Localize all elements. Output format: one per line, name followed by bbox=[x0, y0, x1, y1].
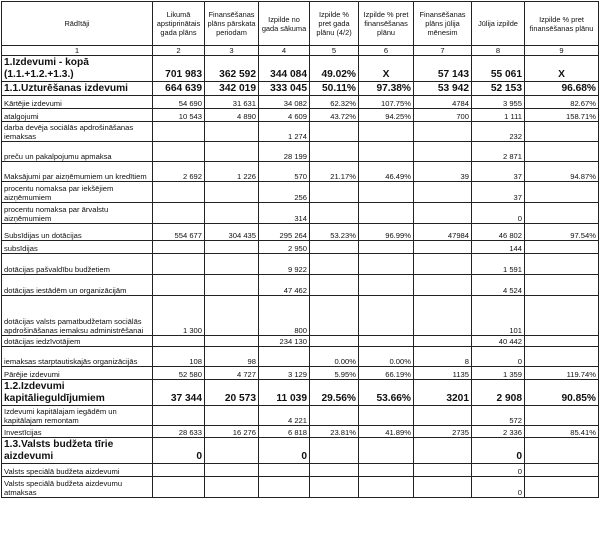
cell-pct-plan: 107.75% bbox=[359, 96, 414, 109]
cell-july-pct bbox=[525, 296, 599, 336]
cell-pct-plan: 41.89% bbox=[359, 426, 414, 438]
cell-period-plan: 342 019 bbox=[205, 82, 259, 96]
cell-pct-annual: 53.23% bbox=[310, 224, 359, 241]
cell-july-pct bbox=[525, 203, 599, 224]
cell-july-execution: 0 bbox=[472, 203, 525, 224]
table-row bbox=[2, 296, 599, 336]
cell-pct-annual: 49.02% bbox=[310, 56, 359, 82]
cell-pct-plan bbox=[359, 254, 414, 275]
cell-july-plan: 53 942 bbox=[414, 82, 472, 96]
row-label: 1.2.Izdevumi kapitālieguldījumiem bbox=[2, 380, 153, 406]
cell-period-plan: 4 890 bbox=[205, 109, 259, 122]
cell-period-plan: 304 435 bbox=[205, 224, 259, 241]
cell-july-execution: 52 153 bbox=[472, 82, 525, 96]
cell-pct-annual: 29.56% bbox=[310, 380, 359, 406]
cell-pct-plan: 0.00% bbox=[359, 347, 414, 367]
row-label: atalgojumi bbox=[2, 109, 153, 122]
table-row bbox=[2, 254, 599, 275]
cell-ytd-execution: 11 039 bbox=[259, 380, 310, 406]
column-number: 6 bbox=[359, 46, 414, 56]
column-header: Finansēšanas plāns pārskata periodam bbox=[205, 2, 259, 46]
column-header: Izpilde % pret finansēšanas plānu bbox=[359, 2, 414, 46]
cell-july-pct: 85.41% bbox=[525, 426, 599, 438]
cell-july-pct bbox=[525, 464, 599, 477]
cell-annual-plan bbox=[153, 122, 205, 142]
cell-july-pct bbox=[525, 438, 599, 464]
cell-annual-plan: 554 677 bbox=[153, 224, 205, 241]
cell-july-pct: 82.67% bbox=[525, 96, 599, 109]
cell-annual-plan bbox=[153, 203, 205, 224]
row-label: procentu nomaksa par iekšējiem aizņēmumiem bbox=[2, 182, 153, 203]
cell-annual-plan bbox=[153, 464, 205, 477]
cell-july-plan: 4784 bbox=[414, 96, 472, 109]
cell-ytd-execution: 314 bbox=[259, 203, 310, 224]
table-row bbox=[2, 380, 599, 406]
cell-pct-annual bbox=[310, 241, 359, 254]
cell-period-plan bbox=[205, 122, 259, 142]
cell-pct-annual bbox=[310, 275, 359, 296]
column-number: 5 bbox=[310, 46, 359, 56]
column-number: 7 bbox=[414, 46, 472, 56]
table-row bbox=[2, 182, 599, 203]
cell-period-plan bbox=[205, 438, 259, 464]
cell-pct-plan bbox=[359, 142, 414, 162]
cell-period-plan bbox=[205, 142, 259, 162]
cell-pct-plan bbox=[359, 406, 414, 426]
cell-july-plan bbox=[414, 122, 472, 142]
table-row bbox=[2, 426, 599, 438]
cell-period-plan bbox=[205, 464, 259, 477]
column-header: Izpilde no gada sākuma bbox=[259, 2, 310, 46]
cell-annual-plan: 0 bbox=[153, 438, 205, 464]
table-row bbox=[2, 477, 599, 498]
row-label: procentu nomaksa par ārvalstu aizņēmumiem bbox=[2, 203, 153, 224]
table-row bbox=[2, 347, 599, 367]
row-label: subsīdijas bbox=[2, 241, 153, 254]
cell-period-plan: 20 573 bbox=[205, 380, 259, 406]
cell-july-plan bbox=[414, 275, 472, 296]
table-row bbox=[2, 464, 599, 477]
row-label: dotācijas iestādēm un organizācijām bbox=[2, 275, 153, 296]
cell-ytd-execution: 570 bbox=[259, 162, 310, 182]
cell-annual-plan bbox=[153, 336, 205, 347]
cell-pct-annual bbox=[310, 477, 359, 498]
cell-july-execution: 1 591 bbox=[472, 254, 525, 275]
cell-pct-annual bbox=[310, 406, 359, 426]
cell-july-pct bbox=[525, 347, 599, 367]
cell-pct-plan bbox=[359, 477, 414, 498]
cell-pct-plan: 66.19% bbox=[359, 367, 414, 380]
cell-july-plan: 57 143 bbox=[414, 56, 472, 82]
cell-period-plan bbox=[205, 241, 259, 254]
cell-period-plan: 98 bbox=[205, 347, 259, 367]
budget-execution-table bbox=[1, 1, 599, 498]
cell-period-plan: 1 226 bbox=[205, 162, 259, 182]
cell-pct-annual: 43.72% bbox=[310, 109, 359, 122]
cell-annual-plan bbox=[153, 477, 205, 498]
table-row bbox=[2, 203, 599, 224]
cell-annual-plan: 37 344 bbox=[153, 380, 205, 406]
table-row bbox=[2, 96, 599, 109]
cell-pct-annual: 5.95% bbox=[310, 367, 359, 380]
cell-annual-plan bbox=[153, 182, 205, 203]
cell-july-plan bbox=[414, 182, 472, 203]
cell-july-plan: 2735 bbox=[414, 426, 472, 438]
cell-july-pct: 90.85% bbox=[525, 380, 599, 406]
cell-july-plan: 47984 bbox=[414, 224, 472, 241]
cell-july-pct bbox=[525, 275, 599, 296]
column-header: Jūlija izpilde bbox=[472, 2, 525, 46]
table-row bbox=[2, 109, 599, 122]
cell-pct-plan bbox=[359, 438, 414, 464]
cell-pct-plan bbox=[359, 336, 414, 347]
cell-annual-plan: 10 543 bbox=[153, 109, 205, 122]
cell-ytd-execution: 333 045 bbox=[259, 82, 310, 96]
cell-july-execution: 0 bbox=[472, 438, 525, 464]
cell-pct-annual bbox=[310, 464, 359, 477]
cell-july-pct bbox=[525, 406, 599, 426]
row-label: preču un pakalpojumu apmaksa bbox=[2, 142, 153, 162]
column-header: Finansēšanas plāns jūlija mēnesim bbox=[414, 2, 472, 46]
row-label: iemaksas starptautiskajās organizācijās bbox=[2, 347, 153, 367]
cell-annual-plan bbox=[153, 275, 205, 296]
cell-july-plan bbox=[414, 241, 472, 254]
cell-period-plan: 16 276 bbox=[205, 426, 259, 438]
cell-ytd-execution: 256 bbox=[259, 182, 310, 203]
cell-annual-plan: 54 690 bbox=[153, 96, 205, 109]
cell-july-pct bbox=[525, 241, 599, 254]
cell-pct-plan bbox=[359, 275, 414, 296]
table-row bbox=[2, 241, 599, 254]
cell-pct-plan bbox=[359, 203, 414, 224]
cell-july-execution: 2 871 bbox=[472, 142, 525, 162]
cell-pct-plan bbox=[359, 241, 414, 254]
row-label: Izdevumi kapitālajam iegādēm un kapitālajam remontam bbox=[2, 406, 153, 426]
cell-annual-plan bbox=[153, 142, 205, 162]
cell-annual-plan: 2 692 bbox=[153, 162, 205, 182]
cell-pct-plan: 96.99% bbox=[359, 224, 414, 241]
table-row bbox=[2, 122, 599, 142]
cell-period-plan: 362 592 bbox=[205, 56, 259, 82]
cell-july-execution: 4 524 bbox=[472, 275, 525, 296]
cell-pct-plan bbox=[359, 296, 414, 336]
table-row bbox=[2, 142, 599, 162]
cell-pct-annual bbox=[310, 182, 359, 203]
column-number: 1 bbox=[2, 46, 153, 56]
cell-ytd-execution: 2 950 bbox=[259, 241, 310, 254]
table-row bbox=[2, 56, 599, 82]
cell-annual-plan: 664 639 bbox=[153, 82, 205, 96]
cell-pct-annual: 23.81% bbox=[310, 426, 359, 438]
cell-july-execution: 144 bbox=[472, 241, 525, 254]
cell-ytd-execution: 295 264 bbox=[259, 224, 310, 241]
cell-july-plan: 700 bbox=[414, 109, 472, 122]
cell-ytd-execution: 47 462 bbox=[259, 275, 310, 296]
cell-ytd-execution: 4 609 bbox=[259, 109, 310, 122]
table-row bbox=[2, 336, 599, 347]
cell-pct-annual bbox=[310, 438, 359, 464]
cell-july-pct bbox=[525, 122, 599, 142]
row-label: Investīcijas bbox=[2, 426, 153, 438]
cell-ytd-execution: 6 818 bbox=[259, 426, 310, 438]
column-number: 4 bbox=[259, 46, 310, 56]
cell-annual-plan: 28 633 bbox=[153, 426, 205, 438]
cell-july-pct: X bbox=[525, 56, 599, 82]
cell-july-plan bbox=[414, 336, 472, 347]
cell-july-execution: 46 802 bbox=[472, 224, 525, 241]
cell-july-execution: 1 359 bbox=[472, 367, 525, 380]
cell-july-plan bbox=[414, 438, 472, 464]
cell-pct-annual bbox=[310, 122, 359, 142]
cell-period-plan bbox=[205, 406, 259, 426]
cell-july-plan: 3201 bbox=[414, 380, 472, 406]
column-number-row bbox=[2, 46, 599, 56]
cell-july-plan bbox=[414, 254, 472, 275]
cell-annual-plan: 108 bbox=[153, 347, 205, 367]
cell-july-execution: 572 bbox=[472, 406, 525, 426]
cell-annual-plan: 701 983 bbox=[153, 56, 205, 82]
cell-pct-annual bbox=[310, 296, 359, 336]
cell-pct-plan: 97.38% bbox=[359, 82, 414, 96]
cell-july-execution: 0 bbox=[472, 477, 525, 498]
cell-july-execution: 1 111 bbox=[472, 109, 525, 122]
cell-ytd-execution: 28 199 bbox=[259, 142, 310, 162]
column-header: Likumā apstiprinātais gada plāns bbox=[153, 2, 205, 46]
column-header: Izpilde % pret finansēšanas plānu bbox=[525, 2, 599, 46]
cell-july-pct bbox=[525, 477, 599, 498]
cell-ytd-execution: 34 082 bbox=[259, 96, 310, 109]
column-header: Rādītāji bbox=[2, 2, 153, 46]
cell-period-plan bbox=[205, 182, 259, 203]
cell-july-execution: 0 bbox=[472, 347, 525, 367]
cell-july-execution: 3 955 bbox=[472, 96, 525, 109]
column-number: 2 bbox=[153, 46, 205, 56]
cell-period-plan bbox=[205, 275, 259, 296]
table-row bbox=[2, 438, 599, 464]
row-label: 1.1.Uzturēšanas izdevumi bbox=[2, 82, 153, 96]
cell-period-plan: 31 631 bbox=[205, 96, 259, 109]
cell-annual-plan bbox=[153, 254, 205, 275]
cell-pct-plan: 46.49% bbox=[359, 162, 414, 182]
row-label: Maksājumi par aizņēmumiem un kredītiem bbox=[2, 162, 153, 182]
cell-july-plan bbox=[414, 296, 472, 336]
cell-ytd-execution: 234 130 bbox=[259, 336, 310, 347]
cell-period-plan bbox=[205, 477, 259, 498]
cell-july-plan: 1135 bbox=[414, 367, 472, 380]
cell-july-execution: 101 bbox=[472, 296, 525, 336]
cell-ytd-execution bbox=[259, 347, 310, 367]
cell-july-plan: 39 bbox=[414, 162, 472, 182]
cell-period-plan bbox=[205, 336, 259, 347]
row-label: dotācijas valsts pamatbudžetam sociālās apdrošināšanas iemaksu administrēšanai bbox=[2, 296, 153, 336]
cell-ytd-execution: 3 129 bbox=[259, 367, 310, 380]
cell-annual-plan: 52 580 bbox=[153, 367, 205, 380]
cell-july-execution: 2 336 bbox=[472, 426, 525, 438]
row-label: 1.3.Valsts budžeta tīrie aizdevumi bbox=[2, 438, 153, 464]
cell-period-plan bbox=[205, 203, 259, 224]
cell-ytd-execution bbox=[259, 464, 310, 477]
cell-july-plan bbox=[414, 477, 472, 498]
row-label: 1.Izdevumi - kopā (1.1.+1.2.+1.3.) bbox=[2, 56, 153, 82]
cell-pct-annual bbox=[310, 254, 359, 275]
cell-july-pct: 94.87% bbox=[525, 162, 599, 182]
cell-ytd-execution: 9 922 bbox=[259, 254, 310, 275]
cell-pct-plan bbox=[359, 464, 414, 477]
column-header: Izpilde % pret gada plānu (4/2) bbox=[310, 2, 359, 46]
table-row bbox=[2, 367, 599, 380]
cell-july-execution: 0 bbox=[472, 464, 525, 477]
cell-pct-annual: 21.17% bbox=[310, 162, 359, 182]
cell-july-plan bbox=[414, 203, 472, 224]
cell-pct-plan: 53.66% bbox=[359, 380, 414, 406]
column-number: 3 bbox=[205, 46, 259, 56]
cell-ytd-execution: 4 221 bbox=[259, 406, 310, 426]
cell-period-plan bbox=[205, 254, 259, 275]
cell-annual-plan bbox=[153, 241, 205, 254]
row-label: Valsts speciālā budžeta aizdevumu atmaksas bbox=[2, 477, 153, 498]
cell-pct-plan: X bbox=[359, 56, 414, 82]
cell-july-execution: 37 bbox=[472, 182, 525, 203]
cell-pct-annual bbox=[310, 336, 359, 347]
cell-july-pct bbox=[525, 254, 599, 275]
cell-july-plan bbox=[414, 406, 472, 426]
cell-period-plan bbox=[205, 296, 259, 336]
cell-july-pct: 96.68% bbox=[525, 82, 599, 96]
cell-july-execution: 55 061 bbox=[472, 56, 525, 82]
cell-ytd-execution: 800 bbox=[259, 296, 310, 336]
row-label: Subsīdijas un dotācijas bbox=[2, 224, 153, 241]
row-label: Valsts speciālā budžeta aizdevumi bbox=[2, 464, 153, 477]
cell-annual-plan bbox=[153, 406, 205, 426]
row-label: dotācijas iedzīvotājiem bbox=[2, 336, 153, 347]
row-label: darba devēja sociālās apdrošināšanas iemaksas bbox=[2, 122, 153, 142]
cell-ytd-execution: 1 274 bbox=[259, 122, 310, 142]
cell-july-execution: 40 442 bbox=[472, 336, 525, 347]
cell-july-pct: 119.74% bbox=[525, 367, 599, 380]
row-label: Pārējie izdevumi bbox=[2, 367, 153, 380]
cell-pct-annual: 50.11% bbox=[310, 82, 359, 96]
cell-july-plan bbox=[414, 464, 472, 477]
cell-pct-annual: 0.00% bbox=[310, 347, 359, 367]
cell-pct-annual bbox=[310, 142, 359, 162]
cell-july-plan: 8 bbox=[414, 347, 472, 367]
row-label: Kārtējie izdevumi bbox=[2, 96, 153, 109]
row-label: dotācijas pašvaldību budžetiem bbox=[2, 254, 153, 275]
cell-july-pct bbox=[525, 182, 599, 203]
cell-july-execution: 37 bbox=[472, 162, 525, 182]
cell-july-pct: 158.71% bbox=[525, 109, 599, 122]
cell-july-pct: 97.54% bbox=[525, 224, 599, 241]
table-row bbox=[2, 82, 599, 96]
table-header-row bbox=[2, 2, 599, 46]
table-row bbox=[2, 162, 599, 182]
cell-july-execution: 2 908 bbox=[472, 380, 525, 406]
cell-july-execution: 232 bbox=[472, 122, 525, 142]
cell-pct-annual bbox=[310, 203, 359, 224]
cell-pct-annual: 62.32% bbox=[310, 96, 359, 109]
cell-pct-plan bbox=[359, 122, 414, 142]
cell-july-pct bbox=[525, 336, 599, 347]
cell-july-plan bbox=[414, 142, 472, 162]
cell-pct-plan bbox=[359, 182, 414, 203]
table-row bbox=[2, 275, 599, 296]
column-number: 8 bbox=[472, 46, 525, 56]
column-number: 9 bbox=[525, 46, 599, 56]
cell-pct-plan: 94.25% bbox=[359, 109, 414, 122]
cell-ytd-execution: 0 bbox=[259, 438, 310, 464]
table-row bbox=[2, 406, 599, 426]
table-row bbox=[2, 224, 599, 241]
cell-july-pct bbox=[525, 142, 599, 162]
cell-period-plan: 4 727 bbox=[205, 367, 259, 380]
cell-annual-plan: 1 300 bbox=[153, 296, 205, 336]
cell-ytd-execution: 344 084 bbox=[259, 56, 310, 82]
cell-ytd-execution bbox=[259, 477, 310, 498]
